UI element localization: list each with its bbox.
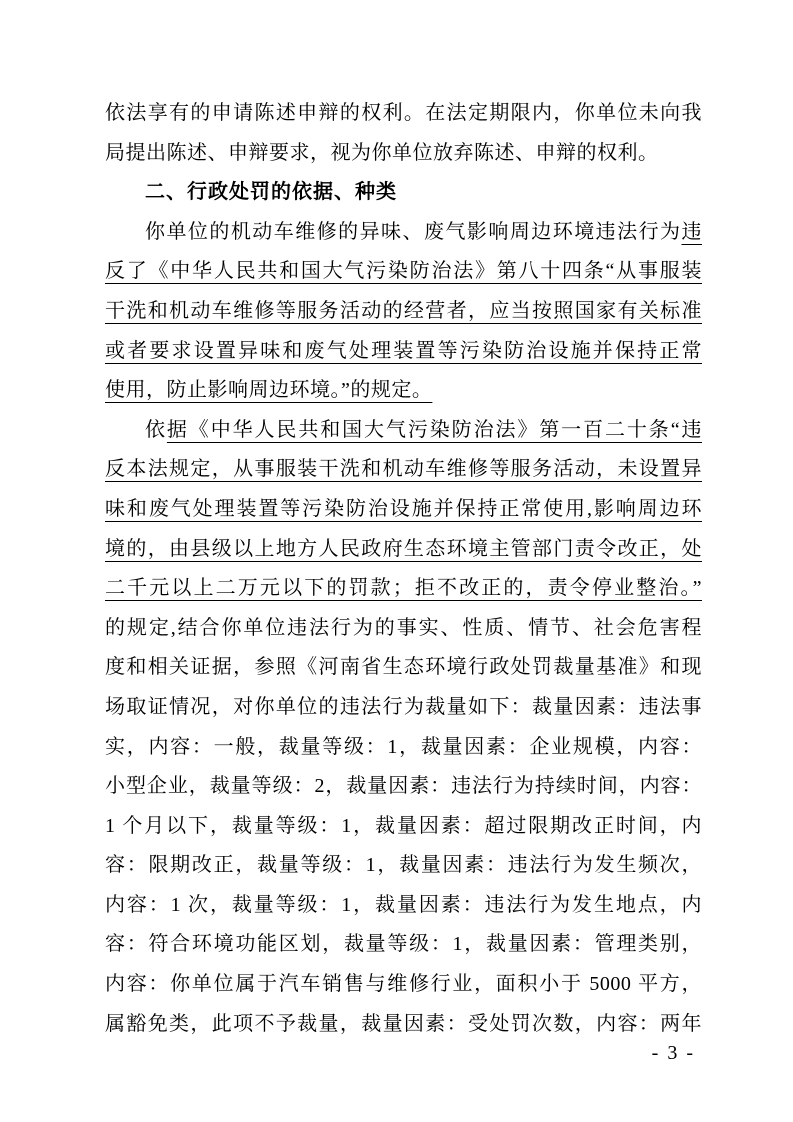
plain-text: 内容：你单位属于汽车销售与维修行业，面积小于 5000 平方， (105, 973, 702, 996)
text-line (105, 490, 702, 530)
page-number: - 3 - (651, 1042, 695, 1064)
section-heading (105, 173, 702, 213)
text-line (105, 767, 702, 807)
text-line (105, 728, 702, 768)
plain-text: 属豁免类，此项不予裁量，裁量因素：受处罚次数，内容：两年 (105, 1012, 702, 1035)
plain-text: 内容：1 次，裁量等级：1，裁量因素：违法行为发生地点，内 (105, 893, 702, 916)
underlined-text: 违 (681, 220, 702, 243)
underlined-text: 反了《中华人民共和国大气污染防治法》第八十四条“从事服装 (105, 260, 702, 283)
underlined-text: 干洗和机动车维修等服务活动的经营者，应当按照国家有关标准 (105, 299, 702, 322)
text-line (105, 411, 702, 451)
text-line (105, 688, 702, 728)
underlined-text: 反本法规定，从事服装干洗和机动车维修等服务活动，未设置异 (105, 458, 702, 481)
underlined-text: 境的，由县级以上地方人民政府生态环境主管部门责令改正，处 (105, 537, 702, 560)
text-line (105, 846, 702, 886)
plain-text: 场取证情况，对你单位的违法行为裁量如下：裁量因素：违法事 (105, 695, 702, 718)
plain-text: 依法享有的申请陈述申辩的权利。在法定期限内，你单位未向我 (105, 102, 702, 124)
text-line (105, 332, 702, 372)
text-line (105, 609, 702, 649)
text-line (105, 648, 702, 688)
plain-text: 1 个月以下，裁量等级：1，裁量因素：超过限期改正时间，内 (105, 814, 702, 837)
underlined-text: 二千元以上二万元以下的罚款；拒不改正的，责令停业整治。” (105, 577, 702, 600)
text-line (105, 1005, 702, 1045)
underlined-text: 或者要求设置异味和废气处理装置等污染防治设施并保持正常 (105, 339, 702, 362)
plain-text: 容：符合环境功能区划，裁量等级：1，裁量因素：管理类别， (105, 933, 702, 956)
plain-text: 容：限期改正，裁量等级：1，裁量因素：违法行为发生频次， (105, 854, 702, 877)
plain-text: 度和相关证据，参照《河南省生态环境行政处罚裁量基准》和现 (105, 656, 702, 679)
plain-text: 二、行政处罚的依据、种类 (145, 181, 397, 204)
text-line (105, 213, 702, 253)
underlined-text: 味和废气处理装置等污染防治设施并保持正常使用,影响周边环 (105, 497, 702, 520)
text-line (105, 371, 702, 411)
text-line (105, 94, 702, 134)
text-line (105, 530, 702, 570)
plain-text: 实，内容：一般，裁量等级：1，裁量因素：企业规模，内容： (105, 735, 702, 758)
text-line (105, 807, 702, 847)
plain-text: 小型企业，裁量等级：2，裁量因素：违法行为持续时间，内容： (105, 775, 702, 798)
text-line (105, 292, 702, 332)
plain-text: 你单位的机动车维修的异味、废气影响周边环境违法行为 (145, 220, 682, 243)
text-line (105, 965, 702, 1005)
text-line (105, 925, 702, 965)
plain-text: 局提出陈述、申辩要求，视为你单位放弃陈述、申辩的权利。 (105, 141, 659, 164)
text-line (105, 886, 702, 926)
underlined-text: 使用，防止影响周边环境。”的规定。 (105, 379, 433, 402)
plain-text: 的规定,结合你单位违法行为的事实、性质、情节、社会危害程 (105, 616, 702, 639)
text-line (105, 252, 702, 292)
underlined-text: 据《中华人民共和国大气污染防治法》第一百二十条“违 (166, 418, 702, 441)
plain-text: 依 (145, 418, 167, 441)
text-line (105, 569, 702, 609)
text-line (105, 450, 702, 490)
text-line (105, 134, 702, 174)
document-body (105, 94, 702, 1044)
